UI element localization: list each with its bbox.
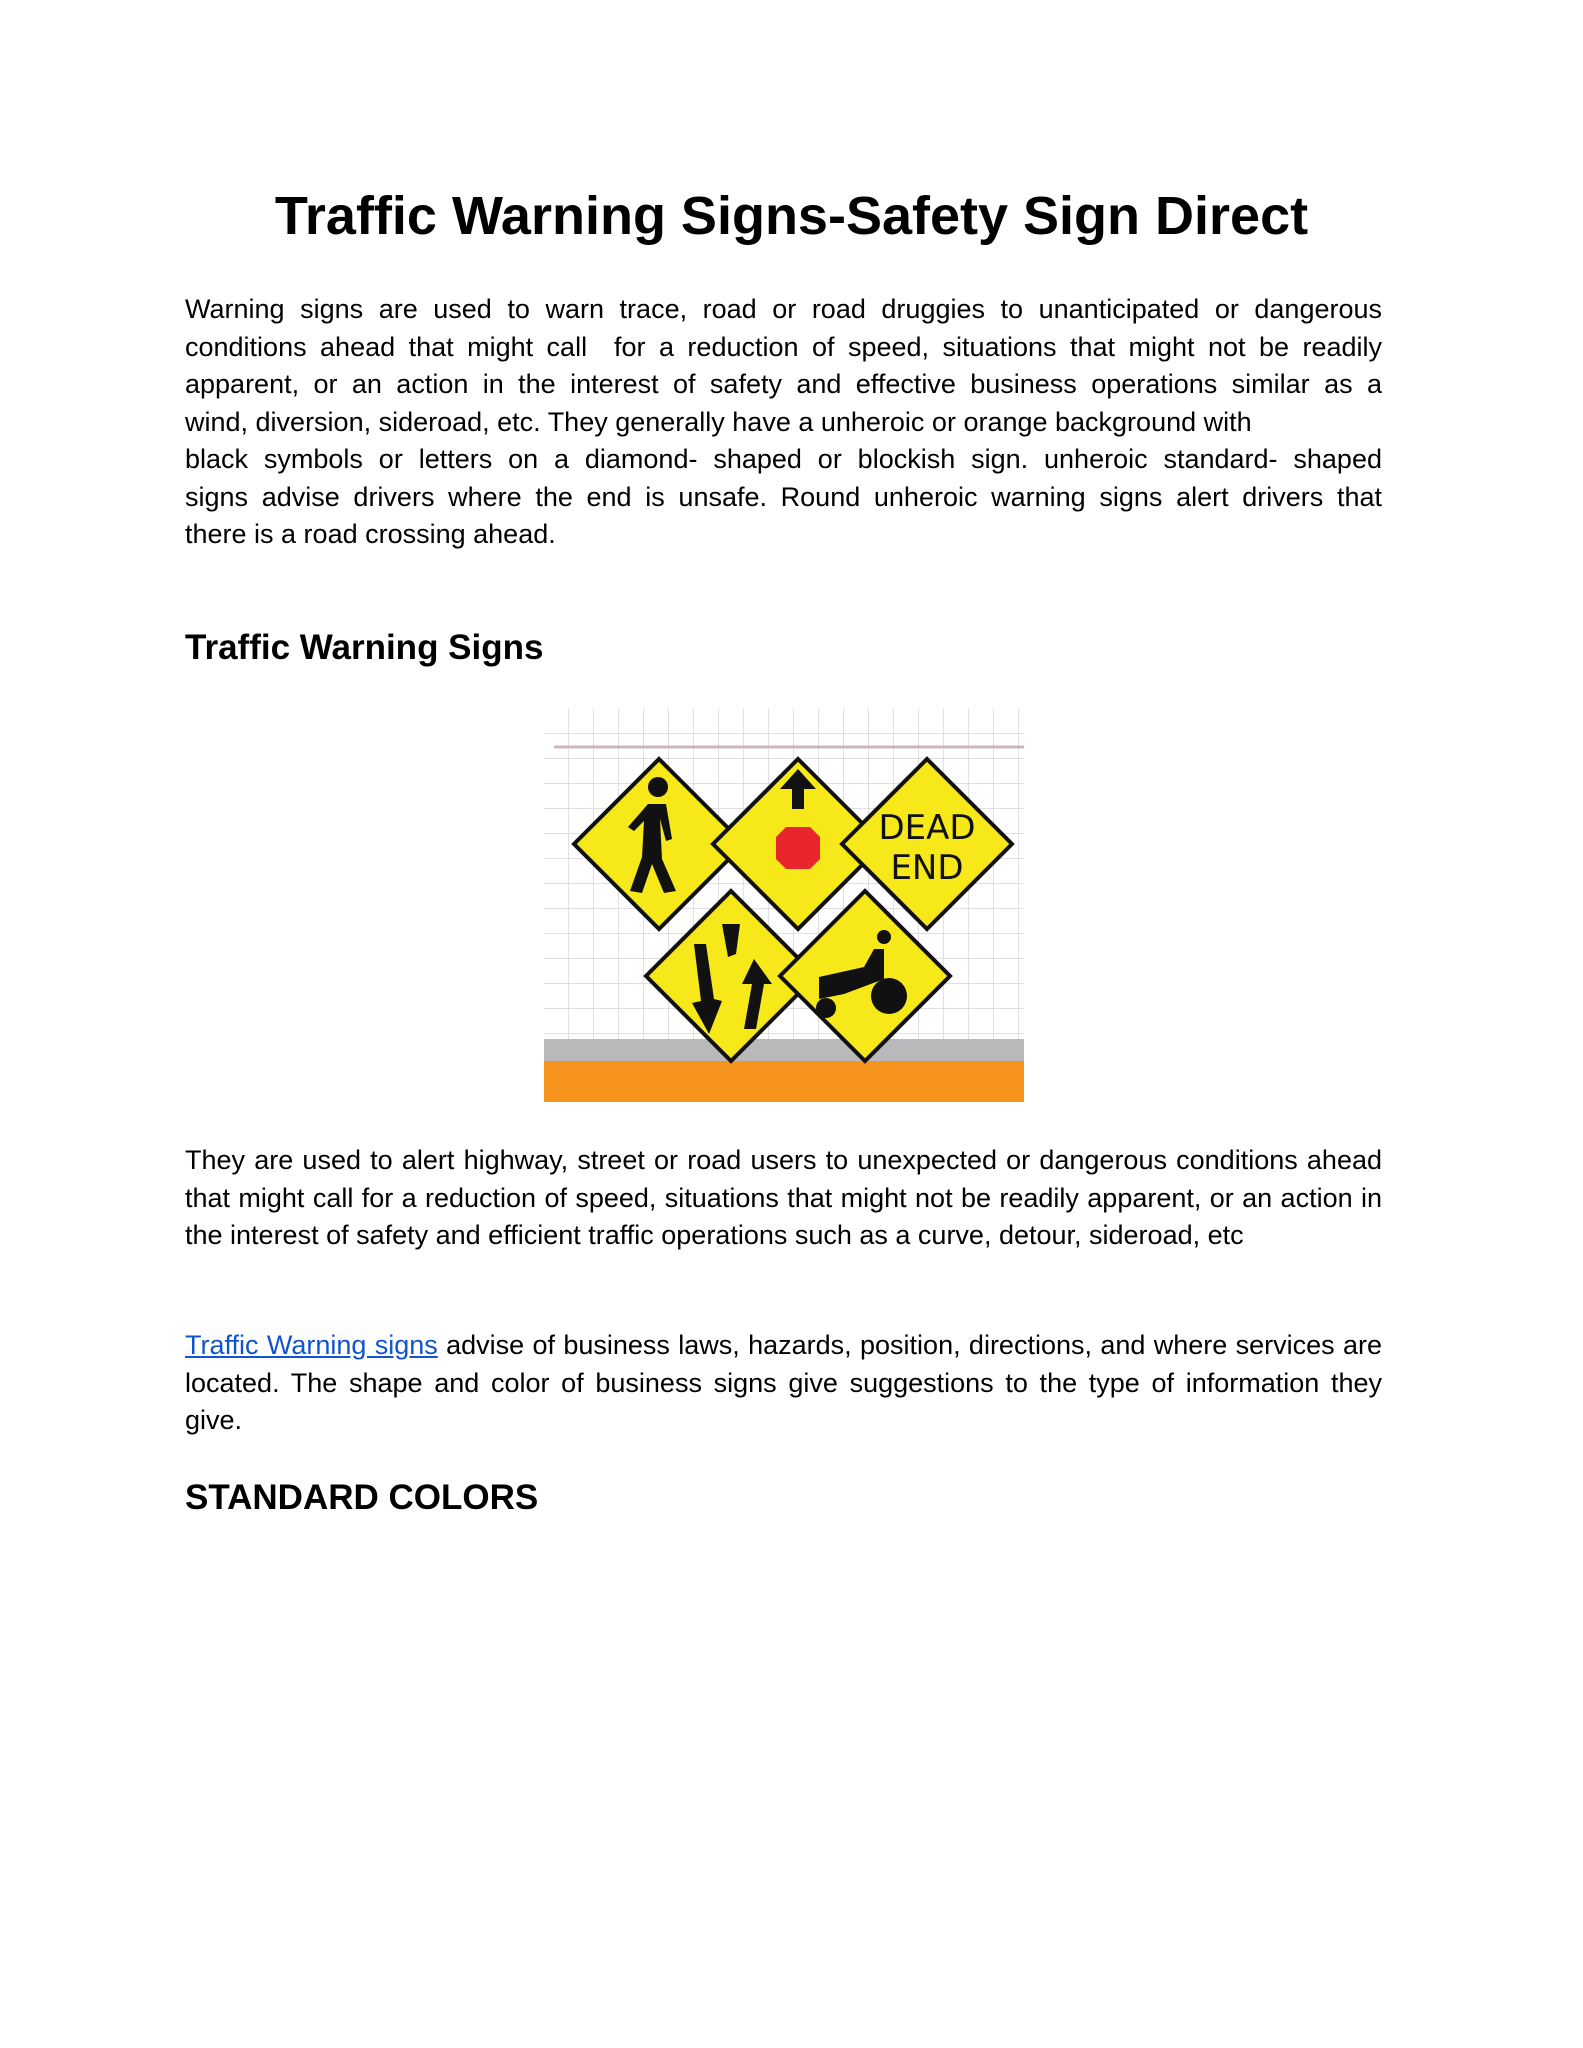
paragraph-3-text: advise of business laws, hazards, position, directions, and where services are located. The shape and color of business signs give suggestions to the type of information they give.	[185, 1330, 1382, 1435]
intro-line: black symbols or letters on a diamond- shaped or blockish sign. unheroic standard- shaped	[185, 444, 1382, 474]
intro-paragraph	[185, 291, 1382, 554]
dead-end-text-2: END	[890, 848, 964, 888]
dead-end-text-1: DEAD	[878, 808, 976, 848]
intro-line: there is a road crossing ahead.	[185, 519, 556, 549]
body-paragraph-2: They are used to alert highway, street or road users to unexpected or dangerous conditions ahead that might call for a reduction of speed, situations that might not be readily apparent, or an action in the interest of safety and efficient traffic operations such as a curve, detour, sideroad, etc	[185, 1145, 1382, 1250]
warning-signs-image	[544, 709, 1024, 1102]
page-title: Traffic Warning Signs-Safety Sign Direct	[274, 186, 1309, 246]
orange-band	[544, 1061, 1024, 1102]
traffic-warning-signs-link[interactable]: Traffic Warning signs	[185, 1330, 438, 1360]
body-paragraph-3	[185, 1327, 1382, 1440]
section-heading-standard-colors: STANDARD COLORS	[185, 1478, 539, 1517]
section-heading-traffic-warning-signs: Traffic Warning Signs	[185, 628, 544, 667]
grey-band	[544, 1039, 1024, 1061]
intro-line: apparent, or an action in the interest of safety and effective business operations similar as a	[185, 369, 1382, 399]
intro-line: conditions ahead that might call for a reduction of speed, situations that might not be readily	[185, 331, 1382, 362]
intro-line: signs advise drivers where the end is unsafe. Round unheroic warning signs alert drivers that	[185, 481, 1382, 512]
intro-line: Warning signs are used to warn trace, road or road druggies to unanticipated or dangerous	[185, 294, 1382, 324]
intro-line: wind, diversion, sideroad, etc. They generally have a unheroic or orange background with	[185, 406, 1252, 437]
